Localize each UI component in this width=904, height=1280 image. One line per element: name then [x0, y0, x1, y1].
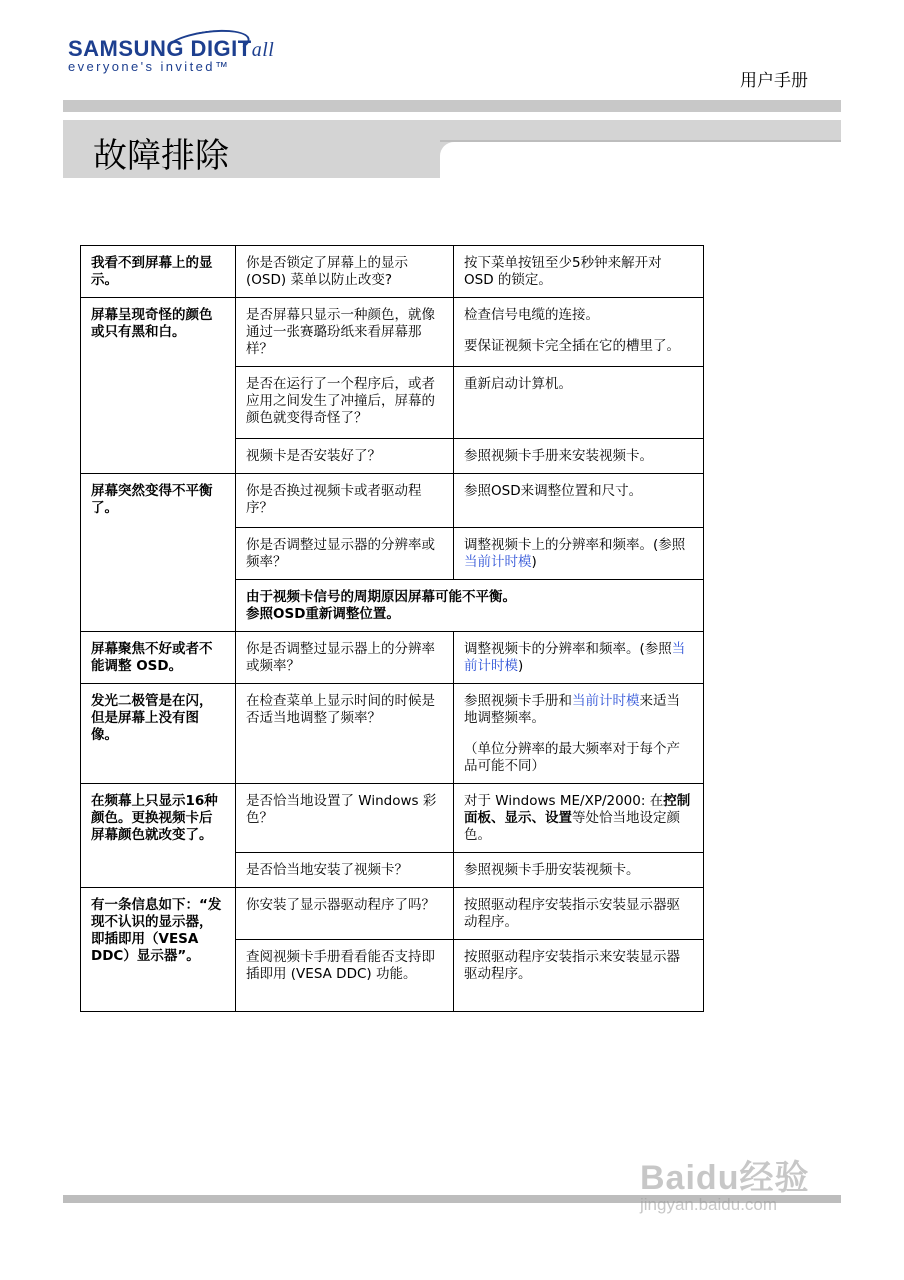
answer-cell: 重新启动计算机。: [454, 367, 704, 439]
question-cell: 你安装了显示器驱动程序了吗？: [236, 888, 454, 940]
problem-cell: 屏幕突然变得不平衡了。: [81, 474, 236, 632]
answer-cell: 参照OSD来调整位置和尺寸。: [454, 474, 704, 528]
question-cell: 是否屏幕只显示一种颜色，就像通过一张赛璐玢纸来看屏幕那样？: [236, 298, 454, 367]
question-cell: 你是否调整过显示器的分辨率或频率？: [236, 528, 454, 580]
answer-cell: 对于 Windows ME/XP/2000: 在控制面板、显示、设置等处恰当地设定颜色。: [454, 784, 704, 853]
problem-cell: 发光二极管是在闪，但是屏幕上没有图像。: [81, 684, 236, 784]
timing-mode-link[interactable]: 当前计时模: [572, 693, 640, 709]
page-title: 故障排除: [93, 136, 229, 176]
table-row: [81, 684, 704, 784]
header-band-line: [440, 140, 841, 142]
question-cell: 是否在运行了一个程序后，或者应用之间发生了冲撞后，屏幕的颜色就变得奇怪了？: [236, 367, 454, 439]
answer-cell: 按下菜单按钮至少5秒钟来解开对 OSD 的锁定。: [454, 246, 704, 298]
baidu-watermark: Baidu经验 jingyan.baidu.com: [640, 1159, 810, 1214]
table-row: [81, 246, 704, 298]
answer-cell: 按照驱动程序安装指示安装显示器驱动程序。: [454, 888, 704, 940]
problem-cell: 屏幕聚焦不好或者不能调整 OSD。: [81, 632, 236, 684]
manual-label: 用户手册: [740, 71, 808, 91]
problem-cell: 在频幕上只显示16种颜色。更换视频卡后屏幕颜色就改变了。: [81, 784, 236, 888]
answer-text: 检查信号电缆的连接。: [464, 307, 599, 323]
note-text: 由于视频卡信号的周期原因屏幕可能不平衡。: [246, 589, 516, 605]
header-band-top: [63, 100, 841, 112]
table-row: [81, 784, 704, 853]
problem-cell: 屏幕呈现奇怪的颜色或只有黑和白。: [81, 298, 236, 474]
question-cell: 你是否锁定了屏幕上的显示 (OSD) 菜单以防止改变?: [236, 246, 454, 298]
logo-tagline: everyone's invited™: [68, 59, 231, 74]
note-text: 参照OSD重新调整位置。: [246, 606, 400, 622]
answer-text: （单位分辨率的最大频率对于每个产品可能不同）: [464, 741, 680, 774]
table-row: [81, 888, 704, 940]
problem-cell: 我看不到屏幕上的显示。: [81, 246, 236, 298]
answer-cell: 调整视频卡上的分辨率和频率。(参照当前计时模): [454, 528, 704, 580]
timing-mode-link[interactable]: 当前计时模: [464, 641, 686, 674]
question-cell: 在检查菜单上显示时间的时候是否适当地调整了频率？: [236, 684, 454, 784]
answer-cell: 调整视频卡的分辨率和频率。(参照当前计时模): [454, 632, 704, 684]
answer-text: 要保证视频卡完全插在它的槽里了。: [464, 338, 680, 354]
question-cell: 视频卡是否安装好了？: [236, 439, 454, 474]
samsung-logo: [68, 36, 274, 74]
answer-cell: 参照视频卡手册安装视频卡。: [454, 853, 704, 888]
answer-cell: [454, 298, 704, 367]
question-cell: 你是否换过视频卡或者驱动程序？: [236, 474, 454, 528]
timing-mode-link[interactable]: 当前计时模: [464, 554, 532, 570]
question-cell: 是否恰当地设置了 Windows 彩色？: [236, 784, 454, 853]
problem-cell: 有一条信息如下：“发现不认识的显示器，即插即用（VESA DDC）显示器”。: [81, 888, 236, 1012]
troubleshooting-table: [80, 245, 704, 1012]
answer-cell: 按照驱动程序安装指示来安装显示器驱动程序。: [454, 940, 704, 1012]
answer-cell: 参照视频卡手册和当前计时模来适当地调整频率。 （单位分辨率的最大频率对于每个产品可能不同）: [454, 684, 704, 784]
note-cell: [236, 580, 704, 632]
header-band-cutout: [440, 142, 850, 182]
answer-cell: 参照视频卡手册来安装视频卡。: [454, 439, 704, 474]
table-row: [81, 474, 704, 528]
table-row: [81, 632, 704, 684]
table-row: [81, 298, 704, 367]
question-cell: 查阅视频卡手册看看能否支持即插即用 (VESA DDC) 功能。: [236, 940, 454, 1012]
question-cell: 你是否调整过显示器上的分辨率或频率？: [236, 632, 454, 684]
question-cell: 是否恰当地安装了视频卡？: [236, 853, 454, 888]
logo-brand: SAMSUNG DIGITall: [68, 36, 275, 61]
